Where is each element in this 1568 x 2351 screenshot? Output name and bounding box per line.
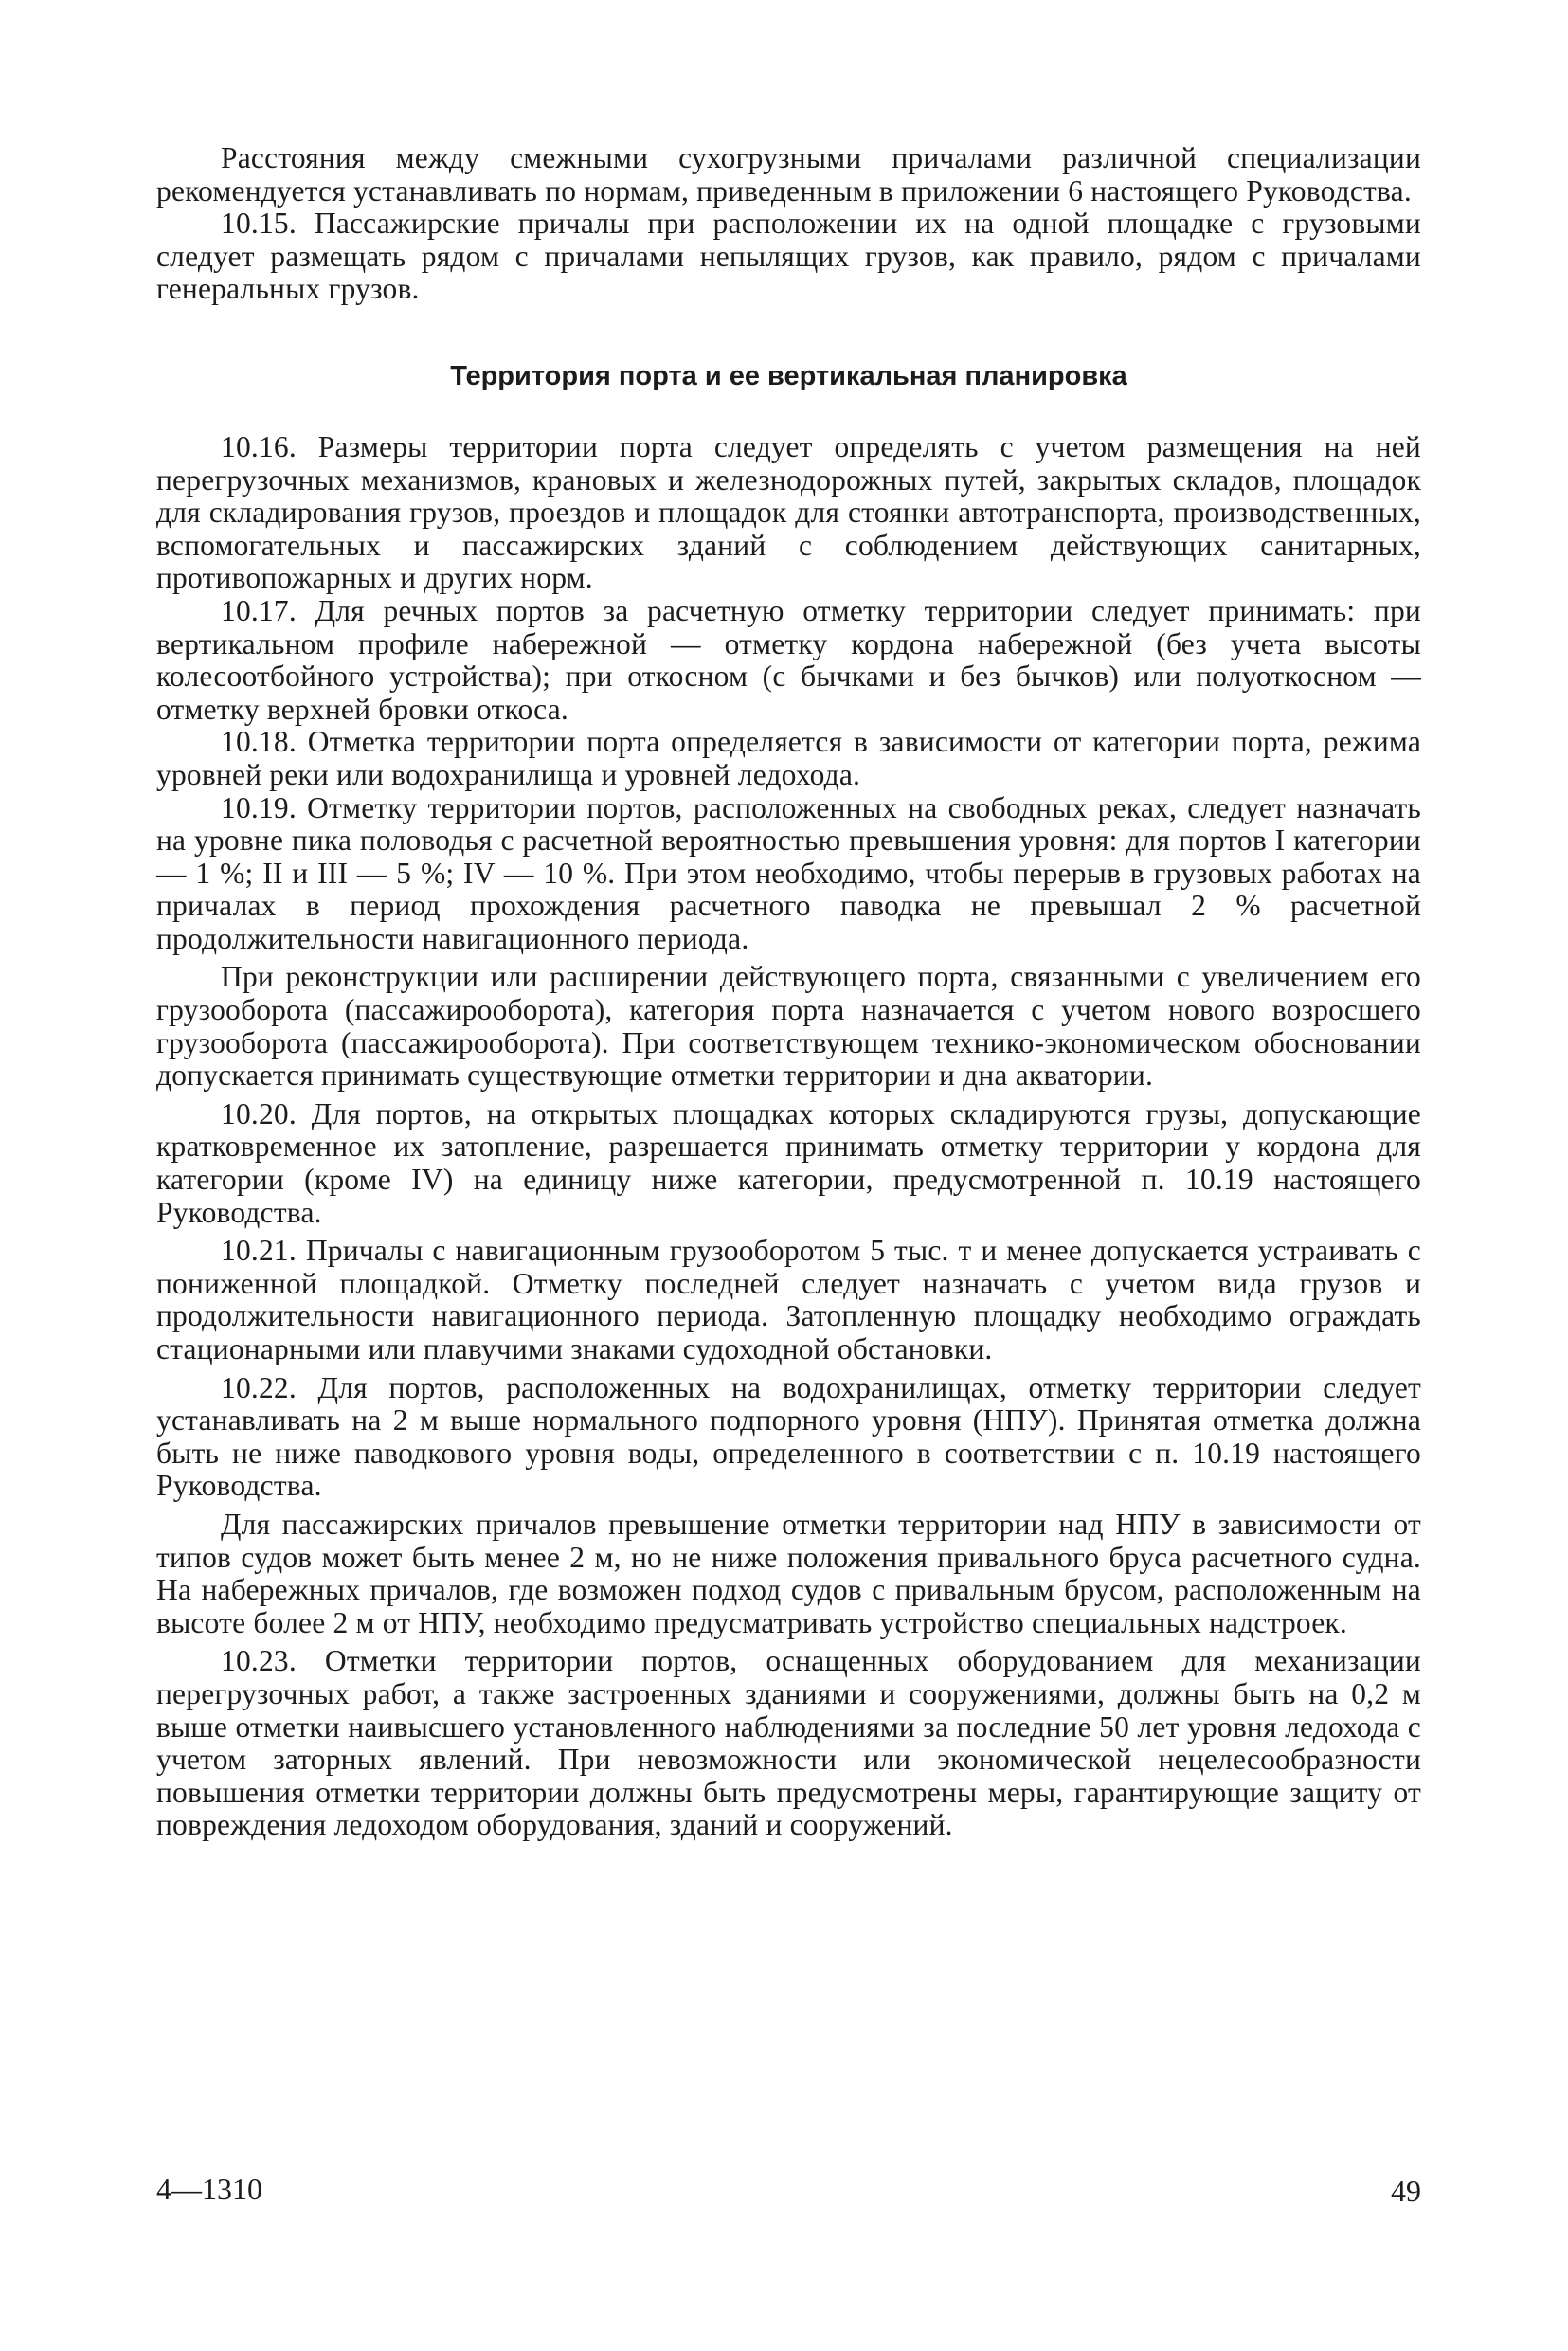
paragraph-reconstruction: При реконструкции или расширении действующего порта, связанными с увеличением его грузооборота (пассажирооборота), категория порта назначается с учетом нового возросшего грузооборота (пассажирооборота). При соответствующем технико-экономическом обосновании допускается принимать существующие отметки территории и дна акватории. xyxy=(156,960,1421,1093)
paragraph-10-17: 10.17. Для речных портов за расчетную отметку территории следует принимать: при вертикальном профиле набережной — отметку кордона набережной (без учета высоты колесоотбойного устройства); при откосном (с бычками и без бычков) или полуоткосном — отметку верхней бровки откоса. xyxy=(156,593,1421,726)
paragraph-10-18: 10.18. Отметка территории порта определяется в зависимости от категории порта, режима уровней реки или водохранилища и уровней ледохода. xyxy=(156,725,1421,791)
paragraph-10-21: 10.21. Причалы с навигационным грузооборотом 5 тыс. т и менее допускается устраивать с пониженной площадкой. Отметку последней следует назначать с учетом вида грузов и продолжительности навигационного периода. Затопленную площадку необходимо ограждать стационарными или плавучими знаками судоходной обстановки. xyxy=(156,1234,1421,1365)
paragraph-10-23: 10.23. Отметки территории портов, оснащенных оборудованием для механизации перегрузочных работ, а также застроенных зданиями и сооружениями, должны быть на 0,2 м выше отметки наивысшего установленного наблюдениями за последние 50 лет уровня ледохода с учетом заторных явлений. При невозможности или экономической нецелесообразности повышения отметки территории должны быть предусмотрены меры, гарантирующие защиту от повреждения ледоходом оборудования, зданий и сооружений. xyxy=(156,1644,1421,1842)
page-footer xyxy=(156,2172,1421,2210)
paragraph-passenger-berths: Для пассажирских причалов превышение отметки территории над НПУ в зависимости от типов судов может быть менее 2 м, но не ниже положения привального бруса расчетного судна. На набережных причалов, где возможен подход судов с привальным брусом, расположенным на высоте более 2 м от НПУ, необходимо предусматривать устройство специальных надстроек. xyxy=(156,1507,1421,1639)
paragraph-10-20: 10.20. Для портов, на открытых площадках которых складируются грузы, допускающие кратковременное их затопление, разрешается принимать отметку территории у кордона для категории (кроме IV) на единицу ниже категории, предусмотренной п. 10.19 настоящего Руководства. xyxy=(156,1096,1421,1229)
section-heading: Территория порта и ее вертикальная планировка xyxy=(450,360,1127,391)
printer-signature: 4—1310 xyxy=(156,2172,262,2206)
paragraph-10-22: 10.22. Для портов, расположенных на водохранилищах, отметку территории следует устанавливать на 2 м выше нормального подпорного уровня (НПУ). Принятая отметка должна быть не ниже паводкового уровня воды, определенного в соответствии с п. 10.19 настоящего Руководства. xyxy=(156,1370,1421,1503)
paragraph-10-19: 10.19. Отметку территории портов, расположенных на свободных реках, следует назначать на уровне пика половодья с расчетной вероятностью превышения уровня: для портов I категории — 1 %; II и III — 5 %; IV — 10 %. При этом необходимо, чтобы перерыв в грузовых работах на причалах в период прохождения расчетного паводка не превышал 2 % расчетной продолжительности навигационного периода. xyxy=(156,790,1421,955)
paragraph-10-15: 10.15. Пассажирские причалы при расположении их на одной площадке с грузовыми следует размещать рядом с причалами непылящих грузов, как правило, рядом с причалами генеральных грузов. xyxy=(156,207,1421,306)
paragraph-10-16: 10.16. Размеры территории порта следует определять с учетом размещения на ней перегрузочных механизмов, крановых и железнодорожных путей, закрытых складов, площадок для складирования грузов, проездов и площадок для стоянки автотранспорта, производственных, вспомогательных и пассажирских зданий с соблюдением действующих санитарных, противопожарных и других норм. xyxy=(156,429,1421,595)
paragraph-10-14-continuation: Расстояния между смежными сухогрузными причалами различной специализации рекомендуется устанавливать по нормам, приведенным в приложении 6 настоящего Руководства. xyxy=(156,141,1421,208)
document-page xyxy=(156,142,1421,1842)
page-number: 49 xyxy=(1391,2174,1421,2208)
